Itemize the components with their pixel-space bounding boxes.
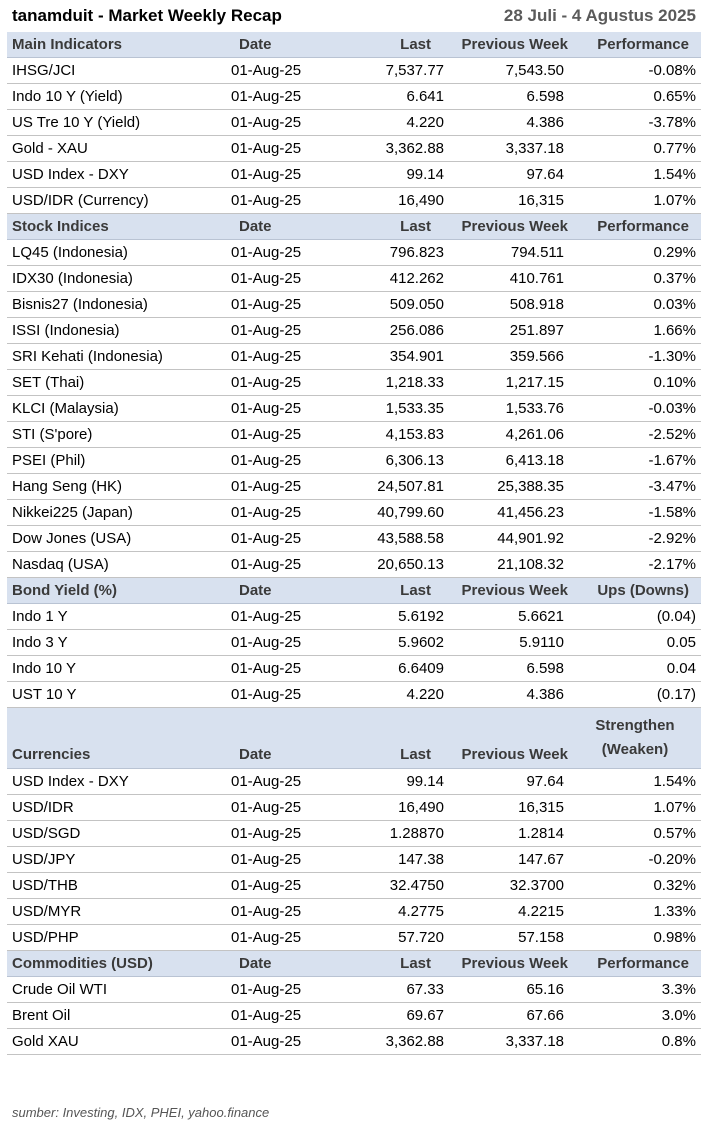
header-strengthen: Strengthen	[595, 717, 675, 734]
instrument-name: ISSI (Indonesia)	[7, 318, 217, 344]
performance-value: 0.37%	[576, 266, 701, 292]
instrument-name: USD/THB	[7, 873, 217, 899]
last-value: 32.4750	[337, 873, 449, 899]
instrument-name: Gold - XAU	[7, 136, 217, 162]
table-row	[7, 500, 701, 526]
last-value: 147.38	[337, 847, 449, 873]
instrument-name: USD Index - DXY	[7, 162, 217, 188]
date-cell: 01-Aug-25	[217, 58, 337, 84]
header-weaken: (Weaken)	[601, 741, 669, 758]
date-cell: 01-Aug-25	[217, 795, 337, 821]
instrument-name: Nikkei225 (Japan)	[7, 500, 217, 526]
previous-week-value: 57.158	[449, 925, 576, 951]
instrument-name: Indo 10 Y	[7, 656, 217, 682]
last-value: 7,537.77	[337, 58, 449, 84]
date-cell: 01-Aug-25	[217, 240, 337, 266]
table-row	[7, 795, 701, 821]
column-header: Performance	[576, 951, 701, 977]
last-value: 796.823	[337, 240, 449, 266]
table-row	[7, 318, 701, 344]
instrument-name: KLCI (Malaysia)	[7, 396, 217, 422]
page-title: tanamduit - Market Weekly Recap	[12, 6, 282, 25]
table-row	[7, 656, 701, 682]
performance-value: 0.03%	[576, 292, 701, 318]
instrument-name: Indo 10 Y (Yield)	[7, 84, 217, 110]
performance-value: 0.57%	[576, 821, 701, 847]
performance-value: 0.04	[576, 656, 701, 682]
previous-week-value: 147.67	[449, 847, 576, 873]
instrument-name: USD/SGD	[7, 821, 217, 847]
date-cell: 01-Aug-25	[217, 448, 337, 474]
period-label: 28 Juli - 4 Agustus 2025	[503, 6, 696, 25]
performance-value: -0.03%	[576, 396, 701, 422]
table-row	[7, 925, 701, 951]
table-row	[7, 136, 701, 162]
column-header: Previous Week	[449, 32, 576, 58]
date-cell: 01-Aug-25	[217, 1029, 337, 1055]
performance-value: 0.98%	[576, 925, 701, 951]
previous-week-value: 65.16	[449, 977, 576, 1003]
performance-value: (0.04)	[576, 604, 701, 630]
performance-value: -1.67%	[576, 448, 701, 474]
previous-week-value: 6.598	[449, 656, 576, 682]
column-header: Last	[337, 32, 449, 58]
previous-week-value: 3,337.18	[449, 1029, 576, 1055]
performance-value: 0.10%	[576, 370, 701, 396]
performance-value: 1.33%	[576, 899, 701, 925]
last-value: 6.641	[337, 84, 449, 110]
performance-value: (0.17)	[576, 682, 701, 708]
previous-week-value: 4.386	[449, 110, 576, 136]
previous-week-value: 97.64	[449, 162, 576, 188]
previous-week-value: 4.2215	[449, 899, 576, 925]
last-value: 509.050	[337, 292, 449, 318]
instrument-name: Gold XAU	[7, 1029, 217, 1055]
performance-value: 3.3%	[576, 977, 701, 1003]
last-value: 3,362.88	[337, 1029, 449, 1055]
date-cell: 01-Aug-25	[217, 1003, 337, 1029]
performance-value: -0.08%	[576, 58, 701, 84]
date-cell: 01-Aug-25	[217, 604, 337, 630]
market-recap-table	[7, 32, 701, 1055]
date-cell: 01-Aug-25	[217, 370, 337, 396]
last-value: 4.220	[337, 110, 449, 136]
previous-week-value: 97.64	[449, 769, 576, 795]
previous-week-value: 44,901.92	[449, 526, 576, 552]
last-value: 4.220	[337, 682, 449, 708]
table-row	[7, 474, 701, 500]
column-header: Date	[217, 32, 337, 58]
instrument-name: Indo 1 Y	[7, 604, 217, 630]
table-row	[7, 344, 701, 370]
performance-value: 1.07%	[576, 795, 701, 821]
instrument-name: USD/MYR	[7, 899, 217, 925]
date-cell: 01-Aug-25	[217, 110, 337, 136]
previous-week-value: 794.511	[449, 240, 576, 266]
previous-week-value: 32.3700	[449, 873, 576, 899]
column-header-strengthen-weaken	[576, 708, 701, 769]
table-row	[7, 769, 701, 795]
section-title: Commodities (USD)	[7, 951, 217, 977]
table-row	[7, 604, 701, 630]
date-cell: 01-Aug-25	[217, 188, 337, 214]
last-value: 40,799.60	[337, 500, 449, 526]
table-row	[7, 188, 701, 214]
table-row	[7, 1029, 701, 1055]
section-title: Bond Yield (%)	[7, 578, 217, 604]
date-cell: 01-Aug-25	[217, 873, 337, 899]
stock-indices-header-row	[7, 214, 701, 240]
date-cell: 01-Aug-25	[217, 396, 337, 422]
column-header: Last	[337, 214, 449, 240]
performance-value: -2.17%	[576, 552, 701, 578]
column-header: Previous Week	[449, 708, 576, 769]
table-row	[7, 526, 701, 552]
date-cell: 01-Aug-25	[217, 552, 337, 578]
date-cell: 01-Aug-25	[217, 318, 337, 344]
last-value: 69.67	[337, 1003, 449, 1029]
instrument-name: USD Index - DXY	[7, 769, 217, 795]
instrument-name: PSEI (Phil)	[7, 448, 217, 474]
previous-week-value: 1.2814	[449, 821, 576, 847]
previous-week-value: 3,337.18	[449, 136, 576, 162]
table-row	[7, 552, 701, 578]
column-header: Previous Week	[449, 578, 576, 604]
last-value: 99.14	[337, 162, 449, 188]
performance-value: 0.8%	[576, 1029, 701, 1055]
last-value: 20,650.13	[337, 552, 449, 578]
previous-week-value: 4,261.06	[449, 422, 576, 448]
column-header: Ups (Downs)	[576, 578, 701, 604]
performance-value: 1.54%	[576, 162, 701, 188]
date-cell: 01-Aug-25	[217, 847, 337, 873]
table-row	[7, 821, 701, 847]
instrument-name: Indo 3 Y	[7, 630, 217, 656]
previous-week-value: 5.9110	[449, 630, 576, 656]
previous-week-value: 410.761	[449, 266, 576, 292]
table-row	[7, 847, 701, 873]
performance-value: 3.0%	[576, 1003, 701, 1029]
last-value: 256.086	[337, 318, 449, 344]
table-row	[7, 292, 701, 318]
date-cell: 01-Aug-25	[217, 630, 337, 656]
last-value: 24,507.81	[337, 474, 449, 500]
last-value: 5.9602	[337, 630, 449, 656]
instrument-name: USD/IDR (Currency)	[7, 188, 217, 214]
last-value: 1,533.35	[337, 396, 449, 422]
instrument-name: SET (Thai)	[7, 370, 217, 396]
date-cell: 01-Aug-25	[217, 500, 337, 526]
table-row	[7, 682, 701, 708]
instrument-name: IHSG/JCI	[7, 58, 217, 84]
column-header: Last	[337, 578, 449, 604]
table-row	[7, 84, 701, 110]
date-cell: 01-Aug-25	[217, 474, 337, 500]
previous-week-value: 6,413.18	[449, 448, 576, 474]
column-header: Date	[217, 214, 337, 240]
table-row	[7, 110, 701, 136]
instrument-name: USD/IDR	[7, 795, 217, 821]
last-value: 67.33	[337, 977, 449, 1003]
recap-table-body	[7, 32, 701, 1055]
date-cell: 01-Aug-25	[217, 526, 337, 552]
performance-value: -3.78%	[576, 110, 701, 136]
performance-value: 0.29%	[576, 240, 701, 266]
table-row	[7, 240, 701, 266]
performance-value: 0.77%	[576, 136, 701, 162]
table-row	[7, 396, 701, 422]
date-cell: 01-Aug-25	[217, 422, 337, 448]
last-value: 6,306.13	[337, 448, 449, 474]
instrument-name: US Tre 10 Y (Yield)	[7, 110, 217, 136]
previous-week-value: 16,315	[449, 795, 576, 821]
instrument-name: Brent Oil	[7, 1003, 217, 1029]
last-value: 4,153.83	[337, 422, 449, 448]
last-value: 16,490	[337, 188, 449, 214]
column-header: Previous Week	[449, 951, 576, 977]
performance-value: -2.52%	[576, 422, 701, 448]
performance-value: 1.54%	[576, 769, 701, 795]
column-header: Last	[337, 708, 449, 769]
last-value: 1,218.33	[337, 370, 449, 396]
performance-value: 1.66%	[576, 318, 701, 344]
performance-value: 1.07%	[576, 188, 701, 214]
instrument-name: Hang Seng (HK)	[7, 474, 217, 500]
instrument-name: Nasdaq (USA)	[7, 552, 217, 578]
instrument-name: USD/JPY	[7, 847, 217, 873]
instrument-name: SRI Kehati (Indonesia)	[7, 344, 217, 370]
date-cell: 01-Aug-25	[217, 682, 337, 708]
table-row	[7, 899, 701, 925]
performance-value: -3.47%	[576, 474, 701, 500]
performance-value: -1.30%	[576, 344, 701, 370]
section-title: Currencies	[7, 708, 217, 769]
last-value: 99.14	[337, 769, 449, 795]
table-row	[7, 58, 701, 84]
section-title: Stock Indices	[7, 214, 217, 240]
date-cell: 01-Aug-25	[217, 84, 337, 110]
performance-value: 0.65%	[576, 84, 701, 110]
last-value: 412.262	[337, 266, 449, 292]
table-row	[7, 873, 701, 899]
column-header: Date	[217, 708, 337, 769]
previous-week-value: 6.598	[449, 84, 576, 110]
table-row	[7, 1003, 701, 1029]
previous-week-value: 359.566	[449, 344, 576, 370]
last-value: 16,490	[337, 795, 449, 821]
date-cell: 01-Aug-25	[217, 899, 337, 925]
table-row	[7, 448, 701, 474]
previous-week-value: 7,543.50	[449, 58, 576, 84]
table-row	[7, 977, 701, 1003]
source-footnote: sumber: Investing, IDX, PHEI, yahoo.finance	[12, 1105, 270, 1120]
previous-week-value: 21,108.32	[449, 552, 576, 578]
performance-value: -0.20%	[576, 847, 701, 873]
last-value: 43,588.58	[337, 526, 449, 552]
previous-week-value: 508.918	[449, 292, 576, 318]
bond-yield-header-row	[7, 578, 701, 604]
date-cell: 01-Aug-25	[217, 769, 337, 795]
last-value: 3,362.88	[337, 136, 449, 162]
column-header: Date	[217, 578, 337, 604]
date-cell: 01-Aug-25	[217, 977, 337, 1003]
table-row	[7, 422, 701, 448]
column-header: Performance	[576, 214, 701, 240]
previous-week-value: 1,217.15	[449, 370, 576, 396]
column-header: Date	[217, 951, 337, 977]
column-header: Performance	[576, 32, 701, 58]
column-header: Previous Week	[449, 214, 576, 240]
instrument-name: Crude Oil WTI	[7, 977, 217, 1003]
date-cell: 01-Aug-25	[217, 821, 337, 847]
performance-value: -2.92%	[576, 526, 701, 552]
date-cell: 01-Aug-25	[217, 136, 337, 162]
date-cell: 01-Aug-25	[217, 344, 337, 370]
instrument-name: IDX30 (Indonesia)	[7, 266, 217, 292]
instrument-name: Bisnis27 (Indonesia)	[7, 292, 217, 318]
previous-week-value: 16,315	[449, 188, 576, 214]
previous-week-value: 1,533.76	[449, 396, 576, 422]
table-row	[7, 630, 701, 656]
instrument-name: USD/PHP	[7, 925, 217, 951]
date-cell: 01-Aug-25	[217, 292, 337, 318]
performance-value: 0.05	[576, 630, 701, 656]
last-value: 6.6409	[337, 656, 449, 682]
last-value: 57.720	[337, 925, 449, 951]
instrument-name: UST 10 Y	[7, 682, 217, 708]
performance-value: -1.58%	[576, 500, 701, 526]
currencies-header-row	[7, 708, 701, 769]
last-value: 4.2775	[337, 899, 449, 925]
previous-week-value: 41,456.23	[449, 500, 576, 526]
date-cell: 01-Aug-25	[217, 925, 337, 951]
column-header: Last	[337, 951, 449, 977]
last-value: 5.6192	[337, 604, 449, 630]
table-row	[7, 266, 701, 292]
previous-week-value: 25,388.35	[449, 474, 576, 500]
previous-week-value: 67.66	[449, 1003, 576, 1029]
commodities-header-row	[7, 951, 701, 977]
previous-week-value: 251.897	[449, 318, 576, 344]
main-indicators-header-row	[7, 32, 701, 58]
title-bar	[0, 0, 707, 32]
last-value: 1.28870	[337, 821, 449, 847]
instrument-name: STI (S'pore)	[7, 422, 217, 448]
previous-week-value: 5.6621	[449, 604, 576, 630]
instrument-name: Dow Jones (USA)	[7, 526, 217, 552]
table-row	[7, 162, 701, 188]
date-cell: 01-Aug-25	[217, 656, 337, 682]
table-row	[7, 370, 701, 396]
last-value: 354.901	[337, 344, 449, 370]
previous-week-value: 4.386	[449, 682, 576, 708]
date-cell: 01-Aug-25	[217, 162, 337, 188]
date-cell: 01-Aug-25	[217, 266, 337, 292]
section-title: Main Indicators	[7, 32, 217, 58]
performance-value: 0.32%	[576, 873, 701, 899]
instrument-name: LQ45 (Indonesia)	[7, 240, 217, 266]
